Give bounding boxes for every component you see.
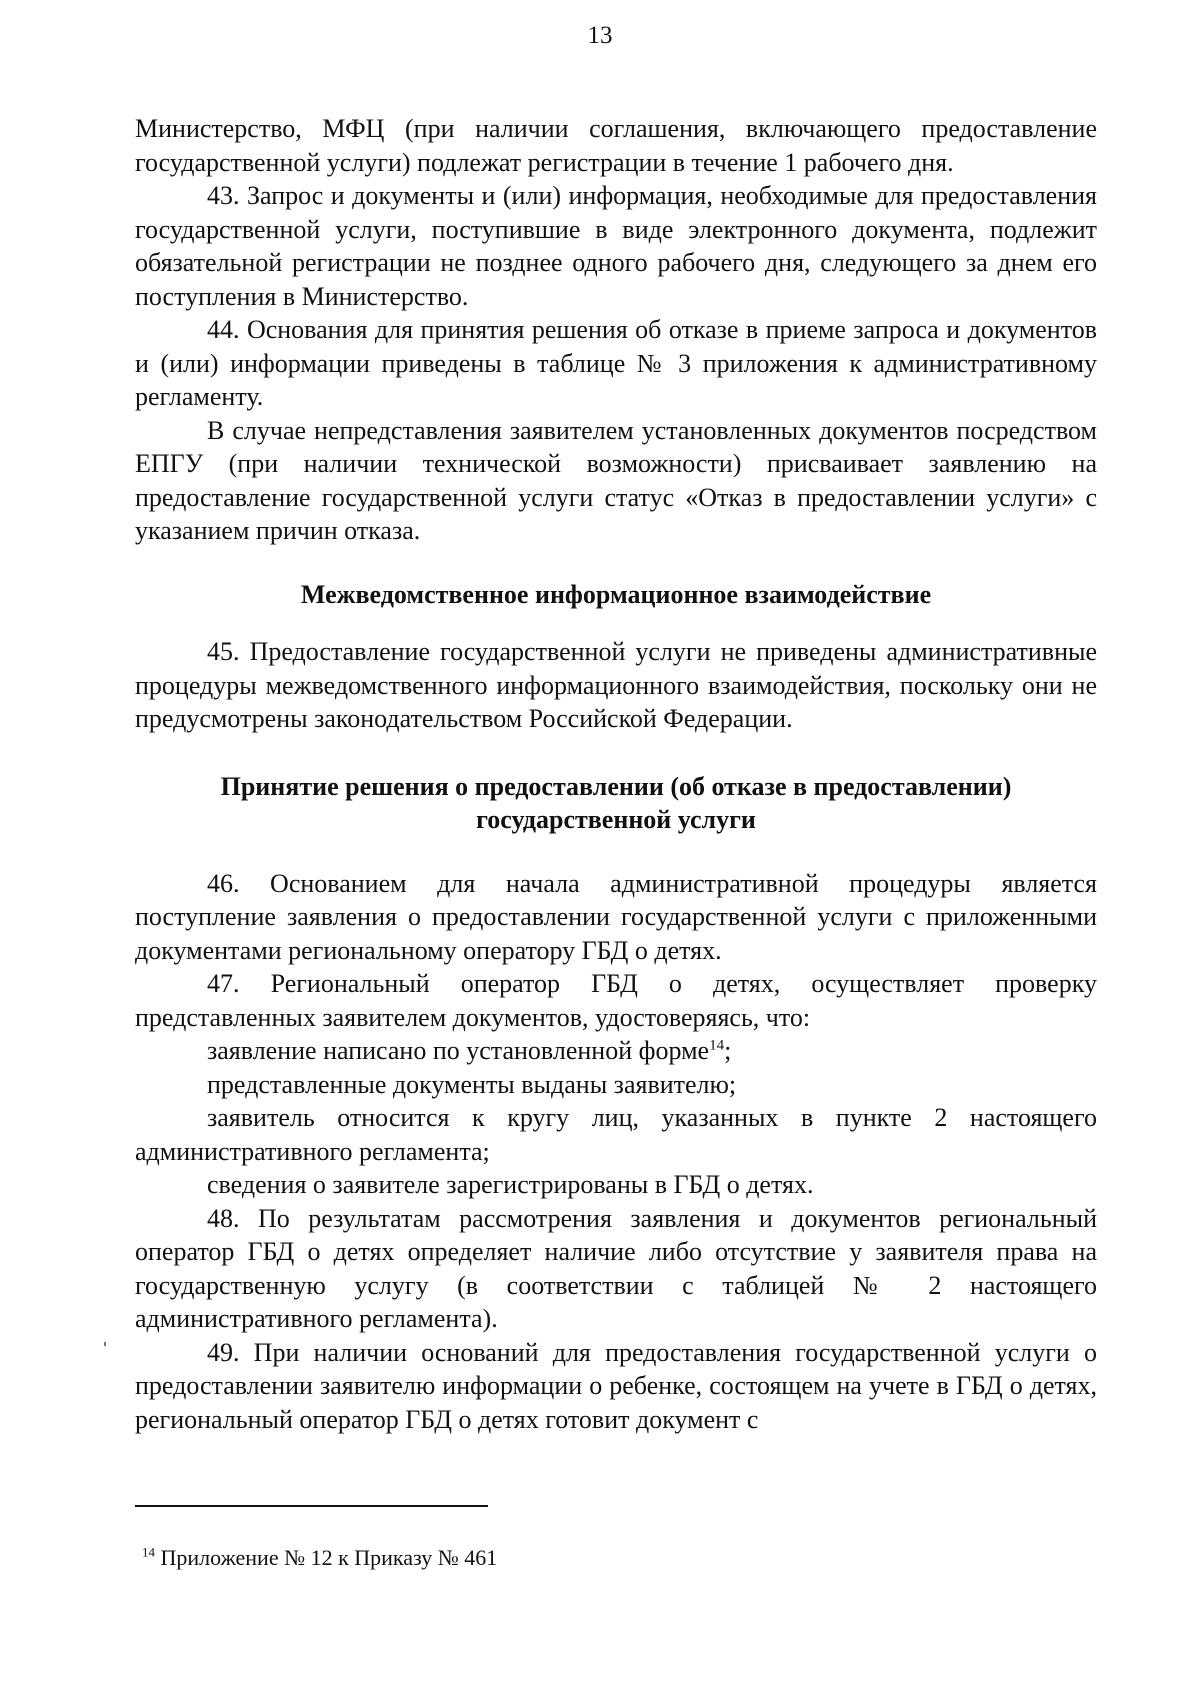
paragraph-47-item-documents: представленные документы выданы заявителю; — [207, 1069, 737, 1099]
footnote-text: Приложение № 12 к Приказу № 461 — [155, 1545, 498, 1570]
paragraph-47-item-registered: сведения о заявителе зарегистрированы в ГБД о детях. — [207, 1170, 814, 1199]
footnote — [142, 1544, 497, 1572]
document-body — [135, 112, 1097, 1436]
paragraph-45: 45. Предоставление государственной услуги не приведены административные процедуры межведомственного информационного взаимодействия, поскольку они не предусмотрены законодательством Российской Федерации. — [135, 637, 1097, 733]
paragraph-47: 47. Региональный оператор ГБД о детях, осуществляет проверку представленных заявителем документов, удостоверяясь, что: — [135, 969, 1097, 1032]
footnote-reference[interactable]: 14 — [709, 1037, 725, 1054]
scan-artifact — [104, 1342, 106, 1346]
paragraph-47-item-form — [135, 1034, 1097, 1068]
section-heading-interagency: Межведомственное информационное взаимодействие — [300, 579, 932, 609]
paragraph-43: 43. Запрос и документы и (или) информация, необходимые для предоставления государственной услуги, поступившие в виде электронного документа, подлежит обязательной регистрации не позднее одного рабочего дня, следующего за днем его поступления в Министерство. — [135, 181, 1097, 311]
paragraph-44: 44. Основания для принятия решения об отказе в приеме запроса и документов и (или) информации приведены в таблице № 3 приложения к административному регламенту. — [135, 315, 1097, 411]
paragraph-44-note: В случае непредставления заявителем установленных документов посредством ЕПГУ (при наличии технической возможности) присваивает заявлению на предоставление государственной услуги статус «Отказ в предоставлении услуги» с указанием причин отказа. — [135, 415, 1097, 545]
footnote-separator — [135, 1505, 488, 1507]
page-number: 13 — [587, 22, 613, 49]
section-heading-decision-line2: государственной услуги — [476, 805, 756, 834]
paragraph-48: 48. По результатам рассмотрения заявления и документов региональный оператор ГБД о детях определяет наличие либо отсутствие у заявителя права на государственную услугу (в соответствии с таблицей № 2 настоящего административного регламента). — [135, 1203, 1097, 1333]
paragraph-42-continuation: Министерство, МФЦ (при наличии соглашения, включающего предоставление государственной услуги) подлежат регистрации в течение 1 рабочего дня. — [135, 114, 1097, 177]
item-form-text: заявление написано по установленной форме — [207, 1036, 710, 1065]
paragraph-49: 49. При наличии оснований для предоставления государственной услуги о предоставлении заявителю информации о ребенке, состоящем на учете в ГБД о детях, региональный оператор ГБД о детях готовит документ с — [135, 1337, 1097, 1434]
paragraph-47-item-applicant: заявитель относится к кругу лиц, указанных в пункте 2 настоящего административного регламента; — [135, 1103, 1097, 1166]
footnote-number: 14 — [142, 1544, 155, 1560]
item-form-end: ; — [724, 1036, 732, 1065]
paragraph-46: 46. Основанием для начала административной процедуры является поступление заявления о предоставлении государственной услуги с приложенными документами региональному оператору ГБД о детях. — [135, 868, 1097, 965]
section-heading-decision-line1: Принятие решения о предоставлении (об отказе в предоставлении) — [220, 771, 1012, 801]
